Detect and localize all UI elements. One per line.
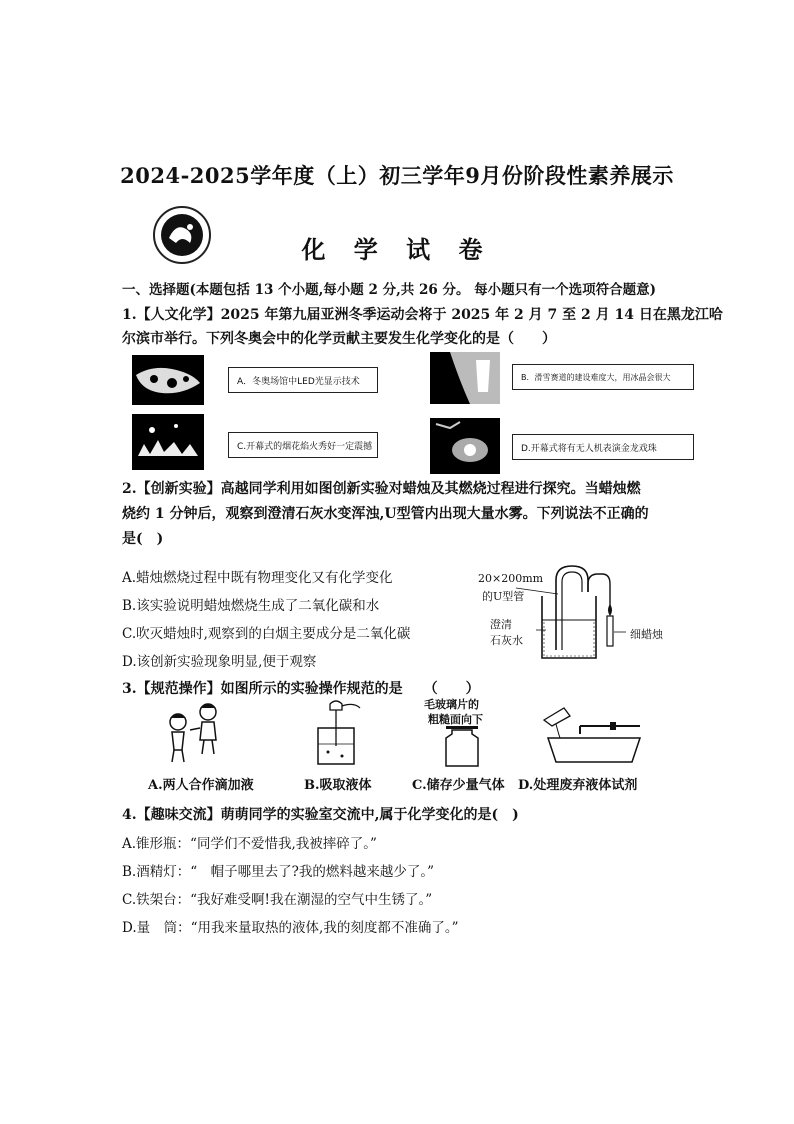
q1-option-a: A．冬奥场馆中LED光显示技术 bbox=[228, 367, 378, 393]
q2-option-b: B.该实验说明蜡烛燃烧生成了二氧化碳和水 bbox=[122, 598, 380, 614]
q3-option-a: A.两人合作滴加液 bbox=[148, 778, 254, 793]
q3-figure-a-two-people bbox=[160, 700, 230, 766]
q1-photo-b bbox=[430, 352, 500, 404]
q1-line1: 1.【人文化学】2025 年第九届亚洲冬季运动会将于 2025 年 2 月 7 至 2 月 14 日在黑龙江哈 bbox=[122, 307, 723, 323]
q2-line1: 2.【创新实验】高越同学利用如图创新实验对蜡烛及其燃烧过程进行探究。当蜡烛燃 bbox=[122, 481, 641, 497]
q3-glass-label-1: 毛玻璃片的 bbox=[424, 698, 479, 711]
section-heading: 一、选择题(本题包括 13 个小题,每小题 2 分,共 26 分。 每小题只有一个选项符合题意) bbox=[122, 282, 657, 298]
q1-option-b: B．滑雪赛道的建设难度大，用冰晶会很大 bbox=[512, 364, 694, 390]
q3-figure-b-dropper bbox=[308, 700, 364, 766]
q2-tube-label-size: 20×200mm bbox=[478, 572, 544, 585]
q2-option-c: C.吹灭蜡烛时,观察到的白烟主要成分是二氧化碳 bbox=[122, 626, 411, 642]
q4-option-d: D.量 筒：“用我来量取热的液体,我的刻度都不准确了。” bbox=[122, 920, 459, 936]
q1-option-d: D.开幕式将有无人机表演金龙戏珠 bbox=[512, 434, 694, 460]
q4-option-c: C.铁架台：“我好难受啊!我在潮湿的空气中生锈了。” bbox=[122, 892, 433, 908]
q1-photo-a bbox=[132, 355, 204, 405]
q2-lime-label-1: 澄清 bbox=[490, 618, 512, 631]
q4-option-a: A.锥形瓶：“同学们不爱惜我,我被摔碎了。” bbox=[122, 836, 377, 852]
q1-photo-d bbox=[430, 418, 500, 474]
q2-candle-label: 细蜡烛 bbox=[630, 628, 663, 641]
q1-option-c: C.开幕式的烟花焰火秀好一定震撼 bbox=[228, 432, 378, 458]
exam-title: 2024-2025学年度（上）初三学年9月份阶段性素养展示 bbox=[120, 163, 674, 188]
q3-option-d: D.处理废弃液体试剂 bbox=[518, 778, 638, 793]
q2-lime-label-2: 石灰水 bbox=[490, 634, 523, 647]
q1-photo-c bbox=[132, 414, 204, 470]
q2-line2: 烧约 1 分钟后，观察到澄清石灰水变浑浊,U型管内出现大量水雾。下列说法不正确的 bbox=[122, 506, 649, 522]
q2-tube-label-utube: 的U型管 bbox=[482, 590, 525, 603]
q3-glass-label-2: 粗糙面向下 bbox=[428, 713, 483, 726]
q4-line1: 4.【趣味交流】萌萌同学的实验室交流中,属于化学变化的是( ) bbox=[122, 807, 519, 823]
q3-option-c: C.储存少量气体 bbox=[412, 778, 505, 793]
q3-line1: 3.【规范操作】如图所示的实验操作规范的是 （ ） bbox=[122, 681, 480, 697]
exam-subtitle: 化 学 试 卷 bbox=[301, 235, 493, 264]
q4-option-b: B.酒精灯：“ 帽子哪里去了?我的燃料越来越少了。” bbox=[122, 864, 435, 880]
q3-figure-c-gas-bottle bbox=[442, 724, 482, 768]
q3-figure-d-waste-sink bbox=[540, 704, 650, 766]
q2-line3: 是( ) bbox=[122, 531, 164, 547]
q2-option-a: A.蜡烛燃烧过程中既有物理变化又有化学变化 bbox=[122, 570, 393, 586]
q2-option-d: D.该创新实验现象明显,便于观察 bbox=[122, 654, 317, 670]
q3-option-b: B.吸取液体 bbox=[304, 778, 372, 793]
q1-line2: 尔滨市举行。下列冬奥会中的化学贡献主要发生化学变化的是（ ） bbox=[122, 331, 556, 347]
